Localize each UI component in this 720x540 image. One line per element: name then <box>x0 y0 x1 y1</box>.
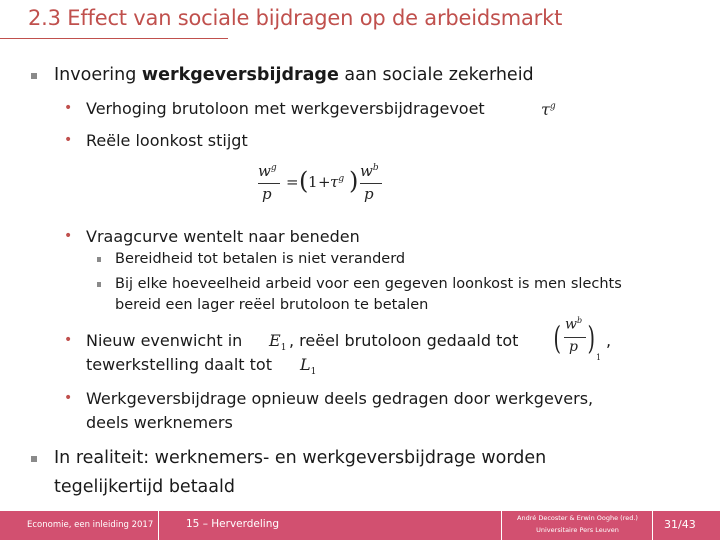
page-number: 31/43 <box>664 518 696 531</box>
paren-right: ) <box>349 167 359 195</box>
formula-plus: + <box>318 173 331 191</box>
dot-bullet-icon: • <box>64 332 73 348</box>
formula-loonkost <box>250 160 390 208</box>
footer-divider <box>652 511 653 540</box>
square-bullet-icon <box>31 73 37 79</box>
item-evenwicht-part1: Nieuw evenwicht in <box>86 331 243 350</box>
subitem-bereidheid: Bereidheid tot betalen is niet veranderd <box>115 251 406 267</box>
formula-num-wg: $w^g$ <box>258 162 277 180</box>
footer-chapter: 15 – Herverdeling <box>186 518 280 530</box>
subitem-hoeveelheid-2: bereid een lager reëel brutoloon te betalen <box>115 297 429 313</box>
bullet-invoering-bold: werkgeversbijdrage <box>141 65 339 85</box>
bullet-realiteit-2: tegelijkertijd betaald <box>54 477 235 497</box>
square-bullet-icon <box>31 456 37 462</box>
formula-den-p: p <box>262 185 272 203</box>
item-gedeeld-1: Werkgeversbijdrage opnieuw deels gedragen door werkgevers, <box>86 389 594 408</box>
formula-one: 1 <box>308 173 318 191</box>
item-gedeeld-2: deels werknemers <box>86 413 233 432</box>
dot-bullet-icon: • <box>64 100 73 116</box>
dot-bullet-icon: • <box>64 390 73 406</box>
fraction-bar <box>258 183 280 184</box>
item-reele-loonkost: Reële loonkost stijgt <box>86 131 248 150</box>
footer-divider <box>501 511 502 540</box>
formula-num-wb: $w^b$ <box>360 162 379 180</box>
dot-bullet-icon: • <box>64 132 73 148</box>
bullet-realiteit-1: In realiteit: werknemers- en werkgeversbijdrage worden <box>54 448 547 468</box>
formula-tau: $\tau^g$ <box>330 173 345 191</box>
square-bullet-icon <box>97 282 101 287</box>
bullet-invoering-prefix: Invoering <box>54 65 142 85</box>
bullet-invoering-suffix: aan sociale zekerheid <box>338 65 534 85</box>
bullet-invoering <box>54 65 534 85</box>
formula-den-p2: p <box>364 185 374 203</box>
footer-publisher: Universitaire Pers Leuven <box>536 526 619 534</box>
math-l1: $L_1$ <box>300 355 317 378</box>
item-evenwicht-line2: tewerkstelling daalt tot <box>86 355 272 374</box>
math-tau-g: $\tau^g$ <box>541 100 556 119</box>
paren-left: ( <box>299 167 309 195</box>
formula-equals: = <box>286 173 299 191</box>
footer-authors: André Decoster & Erwin Ooghe (red.) <box>517 514 638 522</box>
item-verhoging: Verhoging brutoloon met werkgeversbijdragevoet <box>86 99 485 118</box>
footer-book: Economie, een inleiding 2017 <box>27 520 154 530</box>
footer-divider <box>158 511 159 540</box>
item-evenwicht-part3: , <box>606 331 612 350</box>
slide-title: 2.3 Effect van sociale bijdragen op de arbeidsmarkt <box>28 6 563 30</box>
fraction-bar <box>360 183 382 184</box>
dot-bullet-icon: • <box>64 228 73 244</box>
square-bullet-icon <box>97 257 101 262</box>
math-wb-over-p-1: ( $w^b$ p ) 1 <box>553 316 602 362</box>
math-e1: $E_1$ <box>269 331 287 354</box>
title-underline <box>0 38 228 39</box>
item-evenwicht-part2: , reëel brutoloon gedaald tot <box>289 331 519 350</box>
subitem-hoeveelheid-1: Bij elke hoeveelheid arbeid voor een gegeven loonkost is men slechts <box>115 276 622 292</box>
item-vraagcurve: Vraagcurve wentelt naar beneden <box>86 227 360 246</box>
